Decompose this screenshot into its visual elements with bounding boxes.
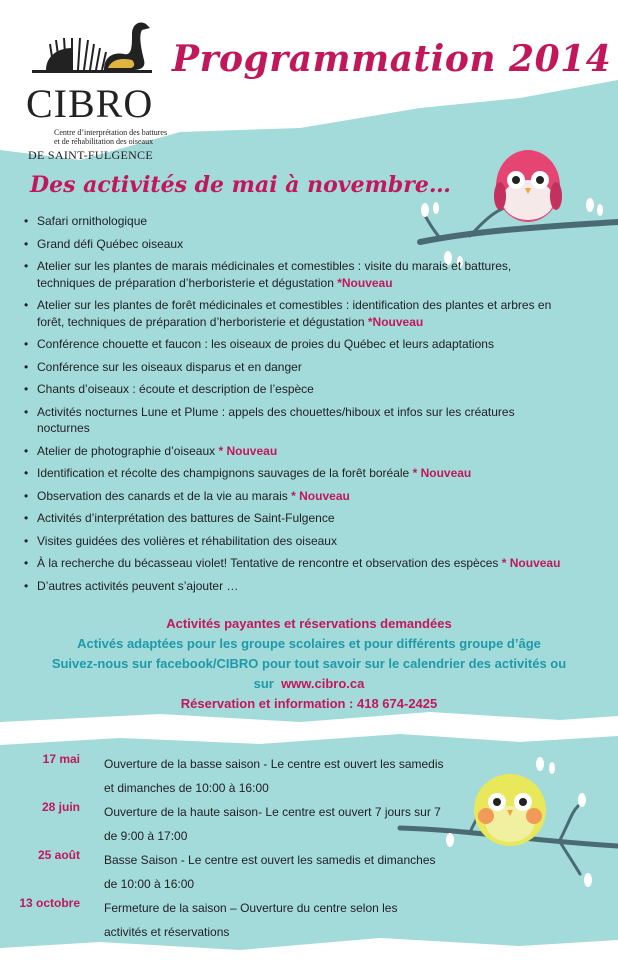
page-title: Programmation 2014 [172, 38, 612, 80]
schedule-row [0, 750, 618, 798]
schedule-date: 25 août [37, 848, 80, 862]
list-item: • Atelier sur les plantes de marais médicinales et comestibles : visite du marais et battures, techniques de préparation d’herboristerie et dégustation *Nouveau [22, 258, 562, 291]
logo-tagline-2: et de réhabilitation des oiseaux [54, 137, 154, 146]
list-item: • Atelier de photographie d’oiseaux * Nouveau [22, 443, 562, 460]
logo-tagline-1: Centre d’interprétation des battures [54, 128, 168, 137]
logo-tagline-3: DE SAINT-FULGENCE [28, 148, 153, 162]
list-item: • Safari ornithologique [22, 213, 562, 230]
info-line-1: Activités payantes et réservations demandées [166, 616, 452, 631]
schedule-row [0, 894, 618, 942]
schedule-text: Basse Saison - Le centre est ouvert les samedis et dimanches de 10:00 à 16:00 [104, 853, 436, 891]
list-item: • Visites guidées des volières et réhabilitation des oiseaux [22, 533, 562, 550]
list-item: • Conférence sur les oiseaux disparus et en danger [22, 359, 562, 376]
list-item: • D’autres activités peuvent s’ajouter … [22, 578, 562, 595]
schedule-date: 17 mai [42, 752, 80, 766]
schedule-text: Ouverture de la haute saison- Le centre est ouvert 7 jours sur 7 de 9:00 à 17:00 [104, 805, 441, 843]
info-line-4-prefix: sur [253, 676, 274, 691]
schedule-text: Ouverture de la basse saison - Le centre est ouvert les samedis et dimanches de 10:00 à 16:00 [104, 757, 444, 795]
list-item: • Identification et récolte des champignons sauvages de la forêt boréale * Nouveau [22, 465, 562, 482]
list-item: • Activités d’interprétation des battures de Saint-Fulgence [22, 510, 562, 527]
schedule-date: 13 octobre [19, 896, 80, 910]
schedule-row [0, 846, 618, 894]
info-block [0, 614, 618, 714]
list-item: • Chants d’oiseaux : écoute et description de l’espèce [22, 381, 562, 398]
goose-logo-icon [32, 16, 152, 86]
schedule-row [0, 798, 618, 846]
list-item: • Grand défi Québec oiseaux [22, 236, 562, 253]
schedule-text: Fermeture de la saison – Ouverture du centre selon les activités et réservations [104, 901, 398, 939]
info-line-3: Suivez-nous sur facebook/CIBRO pour tout savoir sur le calendrier des activités ou [51, 656, 567, 671]
logo-name: CIBRO [26, 81, 154, 126]
list-item: • Atelier sur les plantes de forêt médicinales et comestibles : identification des plantes et arbres en forêt, techniques de préparation d’herboristerie et dégustation *Nouveau [22, 297, 562, 330]
schedule-date: 28 juin [41, 800, 80, 814]
activities-list [22, 213, 562, 600]
list-item: • Observation des canards et de la vie au marais * Nouveau [22, 488, 562, 505]
info-line-2: Activés adaptées pour les groupe scolaires et pour différents groupe d’âge [77, 636, 541, 651]
info-line-5: Réservation et information : 418 674-2425 [180, 696, 438, 711]
list-item: • À la recherche du bécasseau violet! Tentative de rencontre et observation des espèces * Nouveau [22, 555, 562, 572]
info-line-4 [0, 674, 618, 694]
schedule [0, 750, 618, 942]
website-link[interactable]: www.cibro.ca [281, 676, 365, 691]
section-title: Des activités de mai à novembre… [30, 172, 451, 198]
list-item: • Conférence chouette et faucon : les oiseaux de proies du Québec et leurs adaptations [22, 336, 562, 353]
list-item: • Activités nocturnes Lune et Plume : appels des chouettes/hiboux et infos sur les créatures nocturnes [22, 404, 562, 437]
